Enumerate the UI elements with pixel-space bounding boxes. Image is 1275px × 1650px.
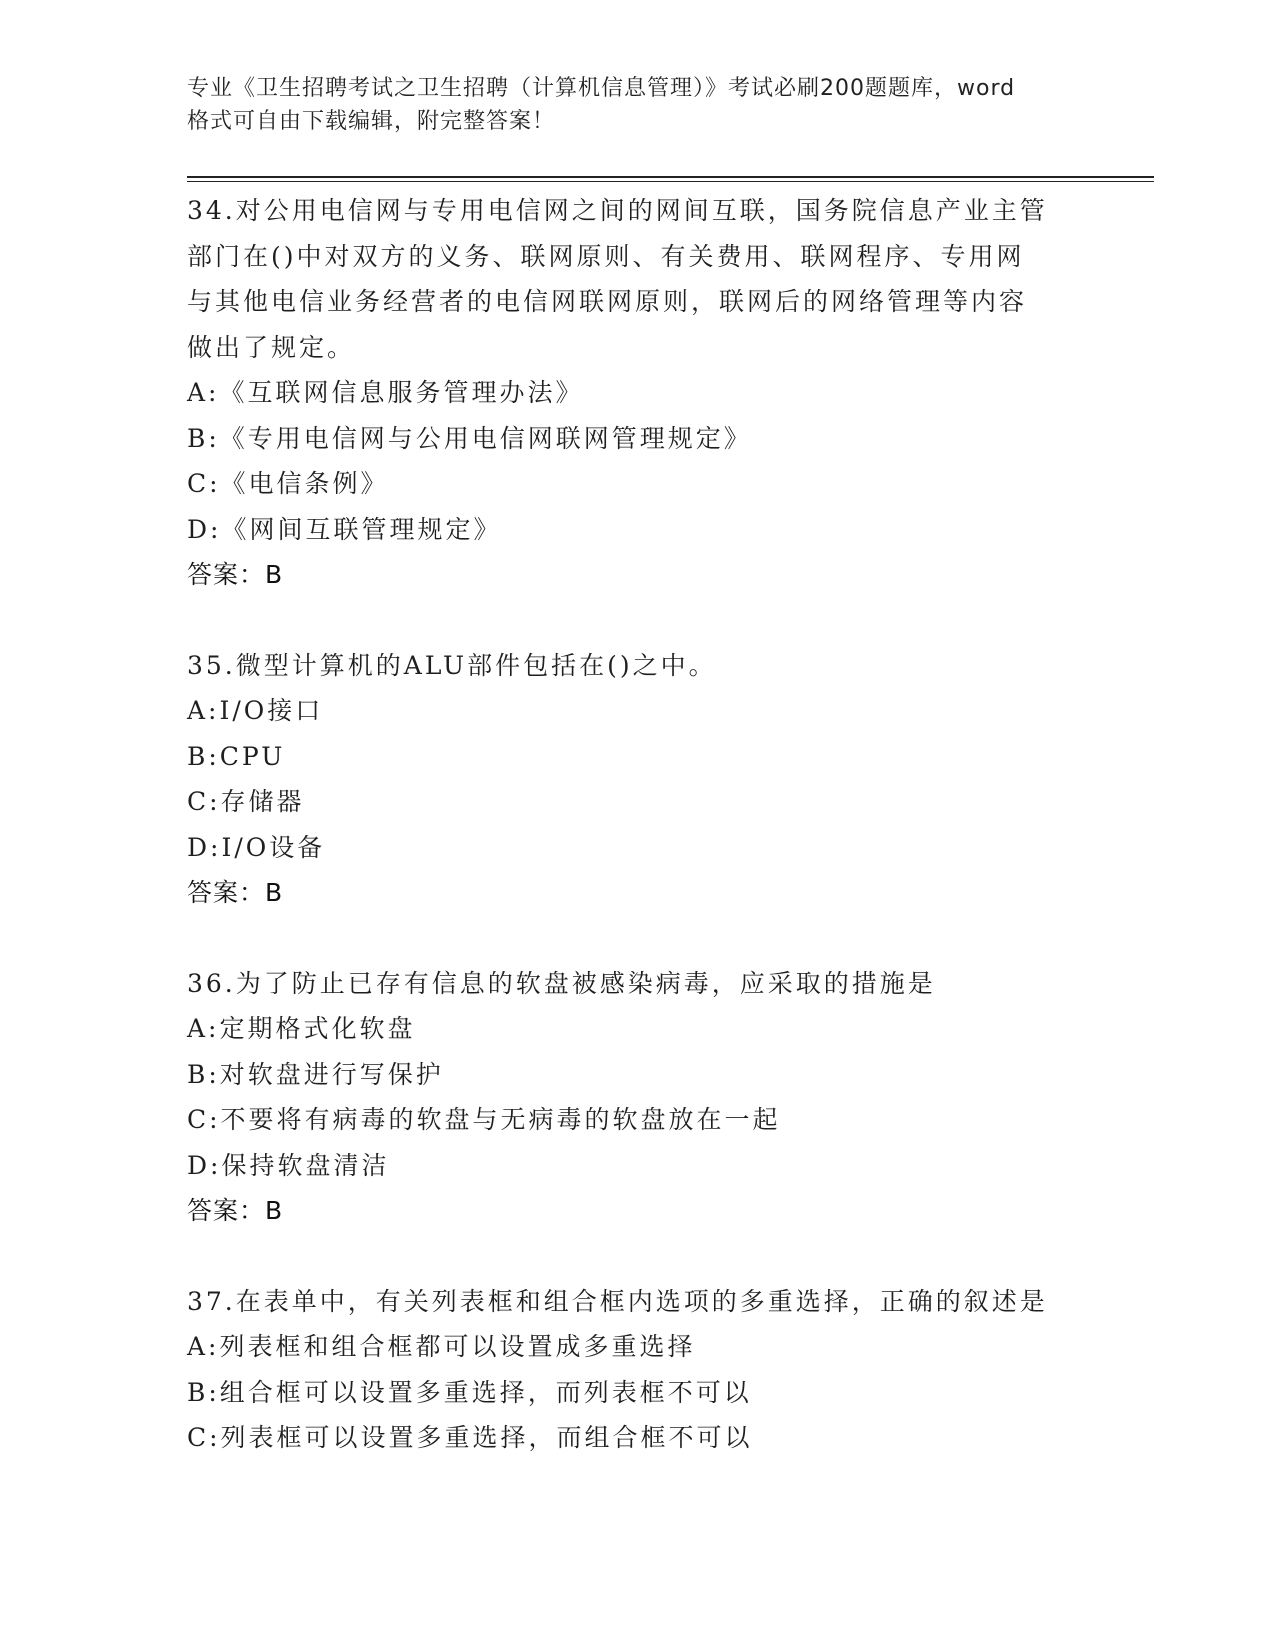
- question-list: [187, 188, 1087, 1461]
- header-divider-thick: [187, 176, 1154, 178]
- header-line-2: 格式可自由下载编辑，附完整答案！: [187, 109, 556, 134]
- question-spacer: [187, 1234, 1087, 1279]
- question-35: [187, 643, 1087, 916]
- question-spacer: [187, 916, 1087, 961]
- question-stem-line: 37.在表单中，有关列表框和组合框内选项的多重选择，正确的叙述是: [187, 1286, 1048, 1316]
- option-a: A:《互联网信息服务管理办法》: [187, 378, 584, 407]
- question-stem-line: 与其他电信业务经营者的电信网联网原则，联网后的网络管理等内容: [187, 287, 1028, 316]
- question-stem-line: 36.为了防止已存有信息的软盘被感染病毒，应采取的措施是: [187, 968, 936, 998]
- option-a: A:I/O接口: [187, 696, 324, 725]
- option-c: C:不要将有病毒的软盘与无病毒的软盘放在一起: [187, 1105, 781, 1134]
- header-line-1: 专业《卫生招聘考试之卫生招聘（计算机信息管理）》考试必刷200题题库，word: [187, 76, 1016, 101]
- answer-line: 答案：B: [187, 1196, 284, 1225]
- option-a: A:列表框和组合框都可以设置成多重选择: [187, 1332, 696, 1361]
- header-divider-thin: [187, 181, 1154, 182]
- answer-line: 答案：B: [187, 878, 284, 907]
- option-b: B:《专用电信网与公用电信网联网管理规定》: [187, 423, 752, 453]
- option-b: B:CPU: [187, 741, 286, 771]
- question-stem-line: 做出了规定。: [187, 332, 356, 362]
- question-34: [187, 188, 1087, 598]
- option-a: A:定期格式化软盘: [187, 1014, 416, 1043]
- question-stem-line: 34.对公用电信网与专用电信网之间的网间互联，国务院信息产业主管: [187, 196, 1048, 225]
- question-36: [187, 961, 1087, 1234]
- option-d: D:保持软盘清洁: [187, 1150, 390, 1180]
- option-c: C:《电信条例》: [187, 469, 389, 498]
- question-stem-line: 部门在()中对双方的义务、联网原则、有关费用、联网程序、专用网: [187, 241, 1025, 271]
- option-b: B:对软盘进行写保护: [187, 1059, 444, 1089]
- option-d: D:I/O设备: [187, 832, 326, 862]
- question-stem-line: 35.微型计算机的ALU部件包括在()之中。: [187, 650, 717, 680]
- document-header: [187, 72, 1087, 138]
- option-c: C:列表框可以设置多重选择，而组合框不可以: [187, 1423, 753, 1452]
- option-b: B:组合框可以设置多重选择，而列表框不可以: [187, 1377, 752, 1407]
- question-spacer: [187, 598, 1087, 643]
- option-c: C:存储器: [187, 787, 305, 816]
- question-37: [187, 1279, 1087, 1461]
- answer-line: 答案：B: [187, 560, 284, 589]
- option-d: D:《网间互联管理规定》: [187, 514, 502, 544]
